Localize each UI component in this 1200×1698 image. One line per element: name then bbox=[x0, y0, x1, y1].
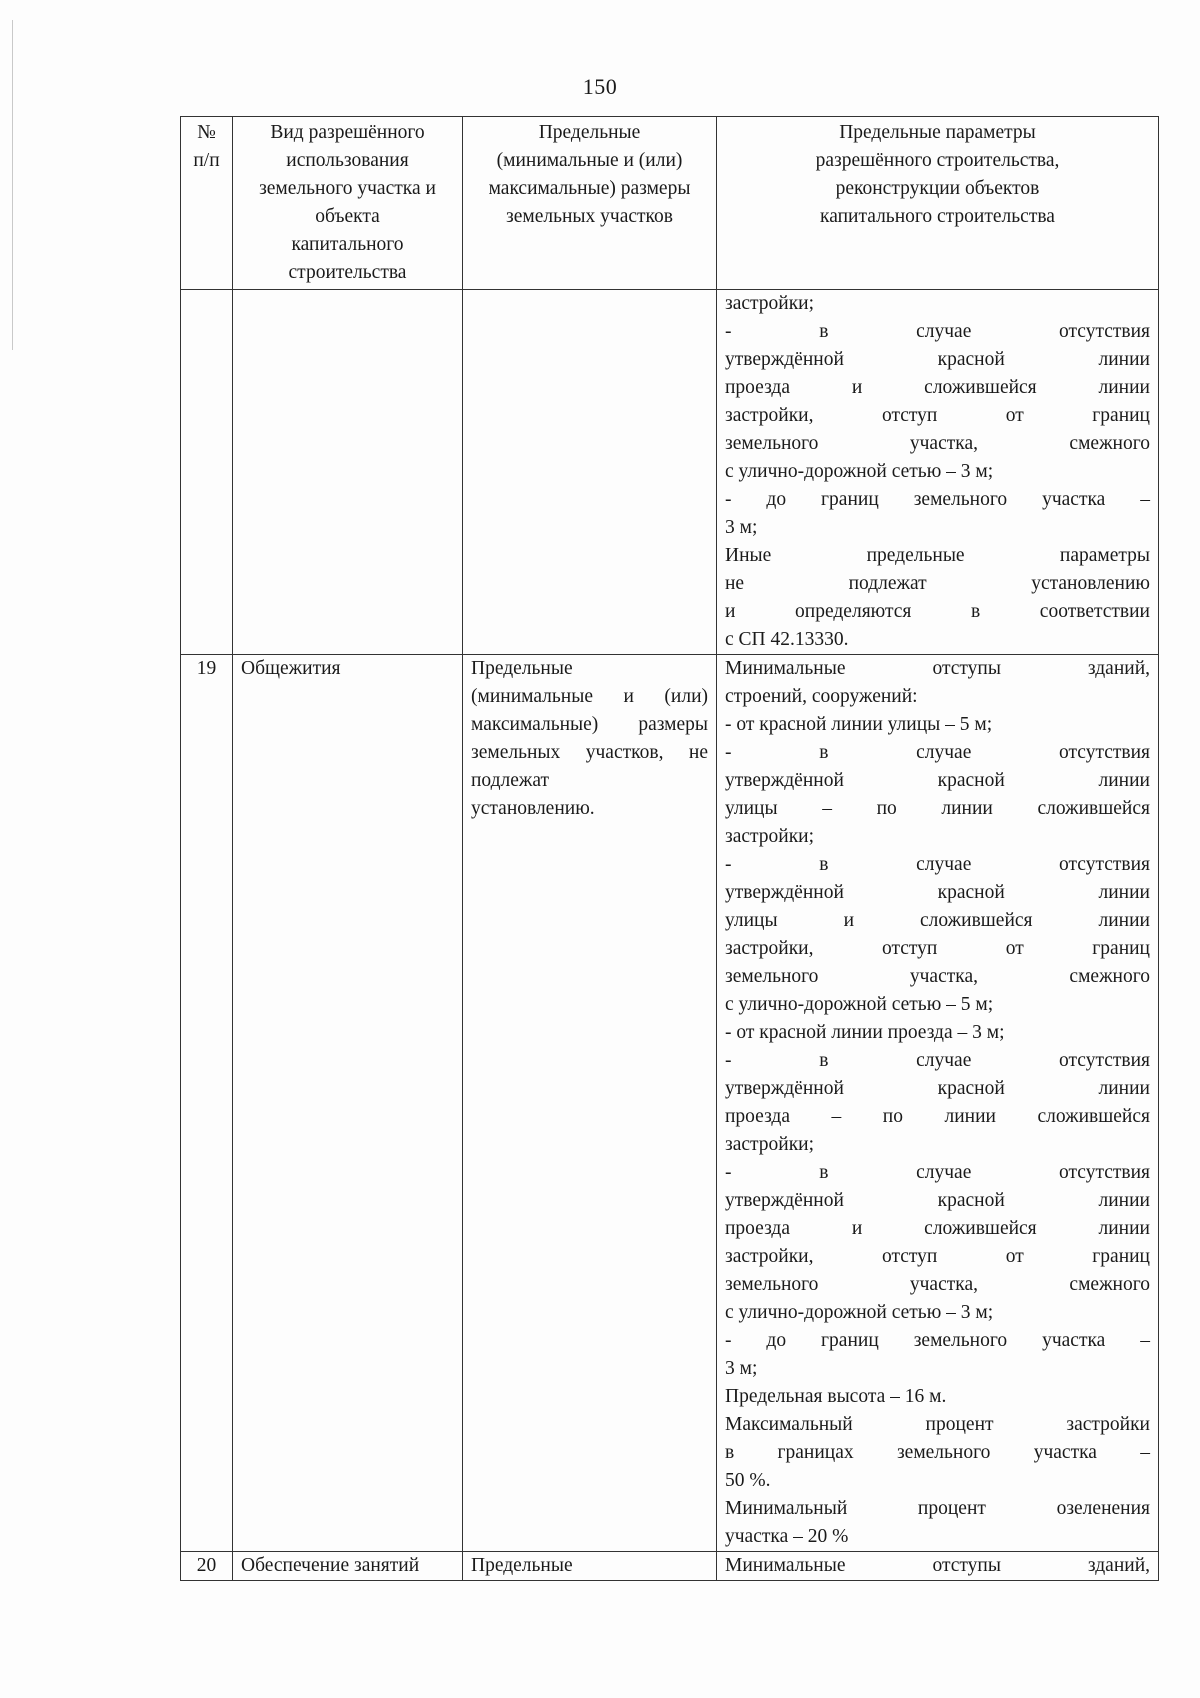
header-plot-size-limits bbox=[463, 117, 717, 290]
construction-parameters-line: - в случае отсутствия bbox=[725, 854, 1150, 875]
construction-parameters-line: с улично-дорожной сетью – 3 м; bbox=[725, 1302, 994, 1323]
land-use-type: Общежития bbox=[233, 655, 463, 1552]
construction-parameters-line: застройки; bbox=[725, 1134, 815, 1155]
construction-parameters-line: и определяются в соответствии bbox=[725, 601, 1150, 622]
header-text-line: Вид разрешённого bbox=[270, 122, 425, 143]
construction-parameters-line: земельного участка, смежного bbox=[725, 433, 1150, 454]
construction-parameters-line: утверждённой красной линии bbox=[725, 1190, 1150, 1211]
construction-parameters-line: - в случае отсутствия bbox=[725, 321, 1150, 342]
table-row bbox=[181, 290, 1159, 655]
construction-parameters bbox=[717, 655, 1159, 1552]
construction-parameters-line: - от красной линии улицы – 5 м; bbox=[725, 714, 993, 735]
plot-size-limits-line: подлежат bbox=[471, 770, 550, 791]
header-text-line: Предельные bbox=[538, 122, 641, 143]
construction-parameters-line: Минимальный процент озеленения bbox=[725, 1498, 1150, 1519]
construction-parameters-line: застройки, отступ от границ bbox=[725, 405, 1150, 426]
construction-parameters-line: Минимальные отступы зданий, bbox=[725, 658, 1150, 679]
construction-parameters-line: 50 %. bbox=[725, 1470, 771, 1491]
construction-parameters-line: Минимальные отступы зданий, bbox=[725, 1555, 1150, 1576]
construction-parameters-line: Предельная высота – 16 м. bbox=[725, 1386, 947, 1407]
construction-parameters-line: утверждённой красной линии bbox=[725, 1078, 1150, 1099]
construction-parameters-line: застройки, отступ от границ bbox=[725, 1246, 1150, 1267]
construction-parameters-line: строений, сооружений: bbox=[725, 686, 918, 707]
header-text-line: реконструкции объектов bbox=[835, 178, 1040, 199]
construction-parameters-line: 3 м; bbox=[725, 1358, 758, 1379]
construction-parameters-line: с СП 42.13330. bbox=[725, 629, 849, 650]
construction-parameters bbox=[717, 1552, 1159, 1581]
construction-parameters-line: - в случае отсутствия bbox=[725, 1050, 1150, 1071]
land-use-type: Обеспечение занятий bbox=[233, 1552, 463, 1581]
header-text-line: объекта bbox=[315, 206, 380, 227]
construction-parameters-line: проезда и сложившейся линии bbox=[725, 1218, 1150, 1239]
header-text-line: земельных участков bbox=[506, 206, 673, 227]
header-text-line: использования bbox=[286, 150, 409, 171]
plot-size-limits-line: Предельные bbox=[471, 1555, 573, 1576]
construction-parameters-line: 3 м; bbox=[725, 517, 758, 538]
header-land-use-type bbox=[233, 117, 463, 290]
plot-size-limits-line: установлению. bbox=[471, 798, 595, 819]
header-text-line: максимальные) размеры bbox=[488, 178, 691, 199]
construction-parameters-line: - от красной линии проезда – 3 м; bbox=[725, 1022, 1005, 1043]
construction-parameters-line: - до границ земельного участка – bbox=[725, 489, 1150, 510]
construction-parameters-line: Иные предельные параметры bbox=[725, 545, 1150, 566]
land-use-type bbox=[233, 290, 463, 655]
construction-parameters bbox=[717, 290, 1159, 655]
construction-parameters-line: - в случае отсутствия bbox=[725, 742, 1150, 763]
header-text-line: строительства bbox=[288, 262, 407, 283]
plot-size-limits bbox=[463, 290, 717, 655]
header-construction-parameters bbox=[717, 117, 1159, 290]
construction-parameters-line: в границах земельного участка – bbox=[725, 1442, 1150, 1463]
construction-parameters-line: - в случае отсутствия bbox=[725, 1162, 1150, 1183]
header-text-line: разрешённого строительства, bbox=[815, 150, 1060, 171]
header-text-line: № bbox=[197, 122, 216, 143]
scan-edge-mark bbox=[12, 20, 13, 350]
row-number bbox=[181, 290, 233, 655]
zoning-regulations-table bbox=[180, 116, 1159, 1581]
header-text-line: капитального bbox=[291, 234, 404, 255]
plot-size-limits bbox=[463, 1552, 717, 1581]
table-body bbox=[181, 290, 1159, 1581]
page-number: 150 bbox=[582, 74, 618, 99]
header-text-line: земельного участка и bbox=[259, 178, 436, 199]
row-number: 19 bbox=[181, 655, 233, 1552]
plot-size-limits-line: Предельные bbox=[471, 658, 573, 679]
construction-parameters-line: утверждённой красной линии bbox=[725, 770, 1150, 791]
header-text-line: капитального строительства bbox=[820, 206, 1055, 227]
construction-parameters-line: проезда и сложившейся линии bbox=[725, 377, 1150, 398]
plot-size-limits bbox=[463, 655, 717, 1552]
construction-parameters-line: застройки; bbox=[725, 293, 815, 314]
header-text-line: п/п bbox=[193, 150, 220, 171]
plot-size-limits-line: (минимальные и (или) bbox=[471, 686, 708, 707]
construction-parameters-line: утверждённой красной линии bbox=[725, 882, 1150, 903]
construction-parameters-line: земельного участка, смежного bbox=[725, 1274, 1150, 1295]
table-header-row bbox=[181, 117, 1159, 290]
plot-size-limits-line: максимальные) размеры bbox=[471, 714, 708, 735]
construction-parameters-line: с улично-дорожной сетью – 5 м; bbox=[725, 994, 994, 1015]
construction-parameters-line: Максимальный процент застройки bbox=[725, 1414, 1150, 1435]
construction-parameters-line: улицы – по линии сложившейся bbox=[725, 798, 1150, 819]
construction-parameters-line: проезда – по линии сложившейся bbox=[725, 1106, 1150, 1127]
construction-parameters-line: земельного участка, смежного bbox=[725, 966, 1150, 987]
construction-parameters-line: застройки; bbox=[725, 826, 815, 847]
construction-parameters-line: с улично-дорожной сетью – 3 м; bbox=[725, 461, 994, 482]
header-text-line: Предельные параметры bbox=[839, 122, 1036, 143]
construction-parameters-line: утверждённой красной линии bbox=[725, 349, 1150, 370]
construction-parameters-line: - до границ земельного участка – bbox=[725, 1330, 1150, 1351]
table-row bbox=[181, 655, 1159, 1552]
table-row bbox=[181, 1552, 1159, 1581]
header-number bbox=[181, 117, 233, 290]
construction-parameters-line: участка – 20 % bbox=[725, 1526, 849, 1547]
row-number: 20 bbox=[181, 1552, 233, 1581]
construction-parameters-line: не подлежат установлению bbox=[725, 573, 1150, 594]
construction-parameters-line: улицы и сложившейся линии bbox=[725, 910, 1150, 931]
header-text-line: (минимальные и (или) bbox=[496, 150, 683, 171]
construction-parameters-line: застройки, отступ от границ bbox=[725, 938, 1150, 959]
plot-size-limits-line: земельных участков, не bbox=[471, 742, 708, 763]
